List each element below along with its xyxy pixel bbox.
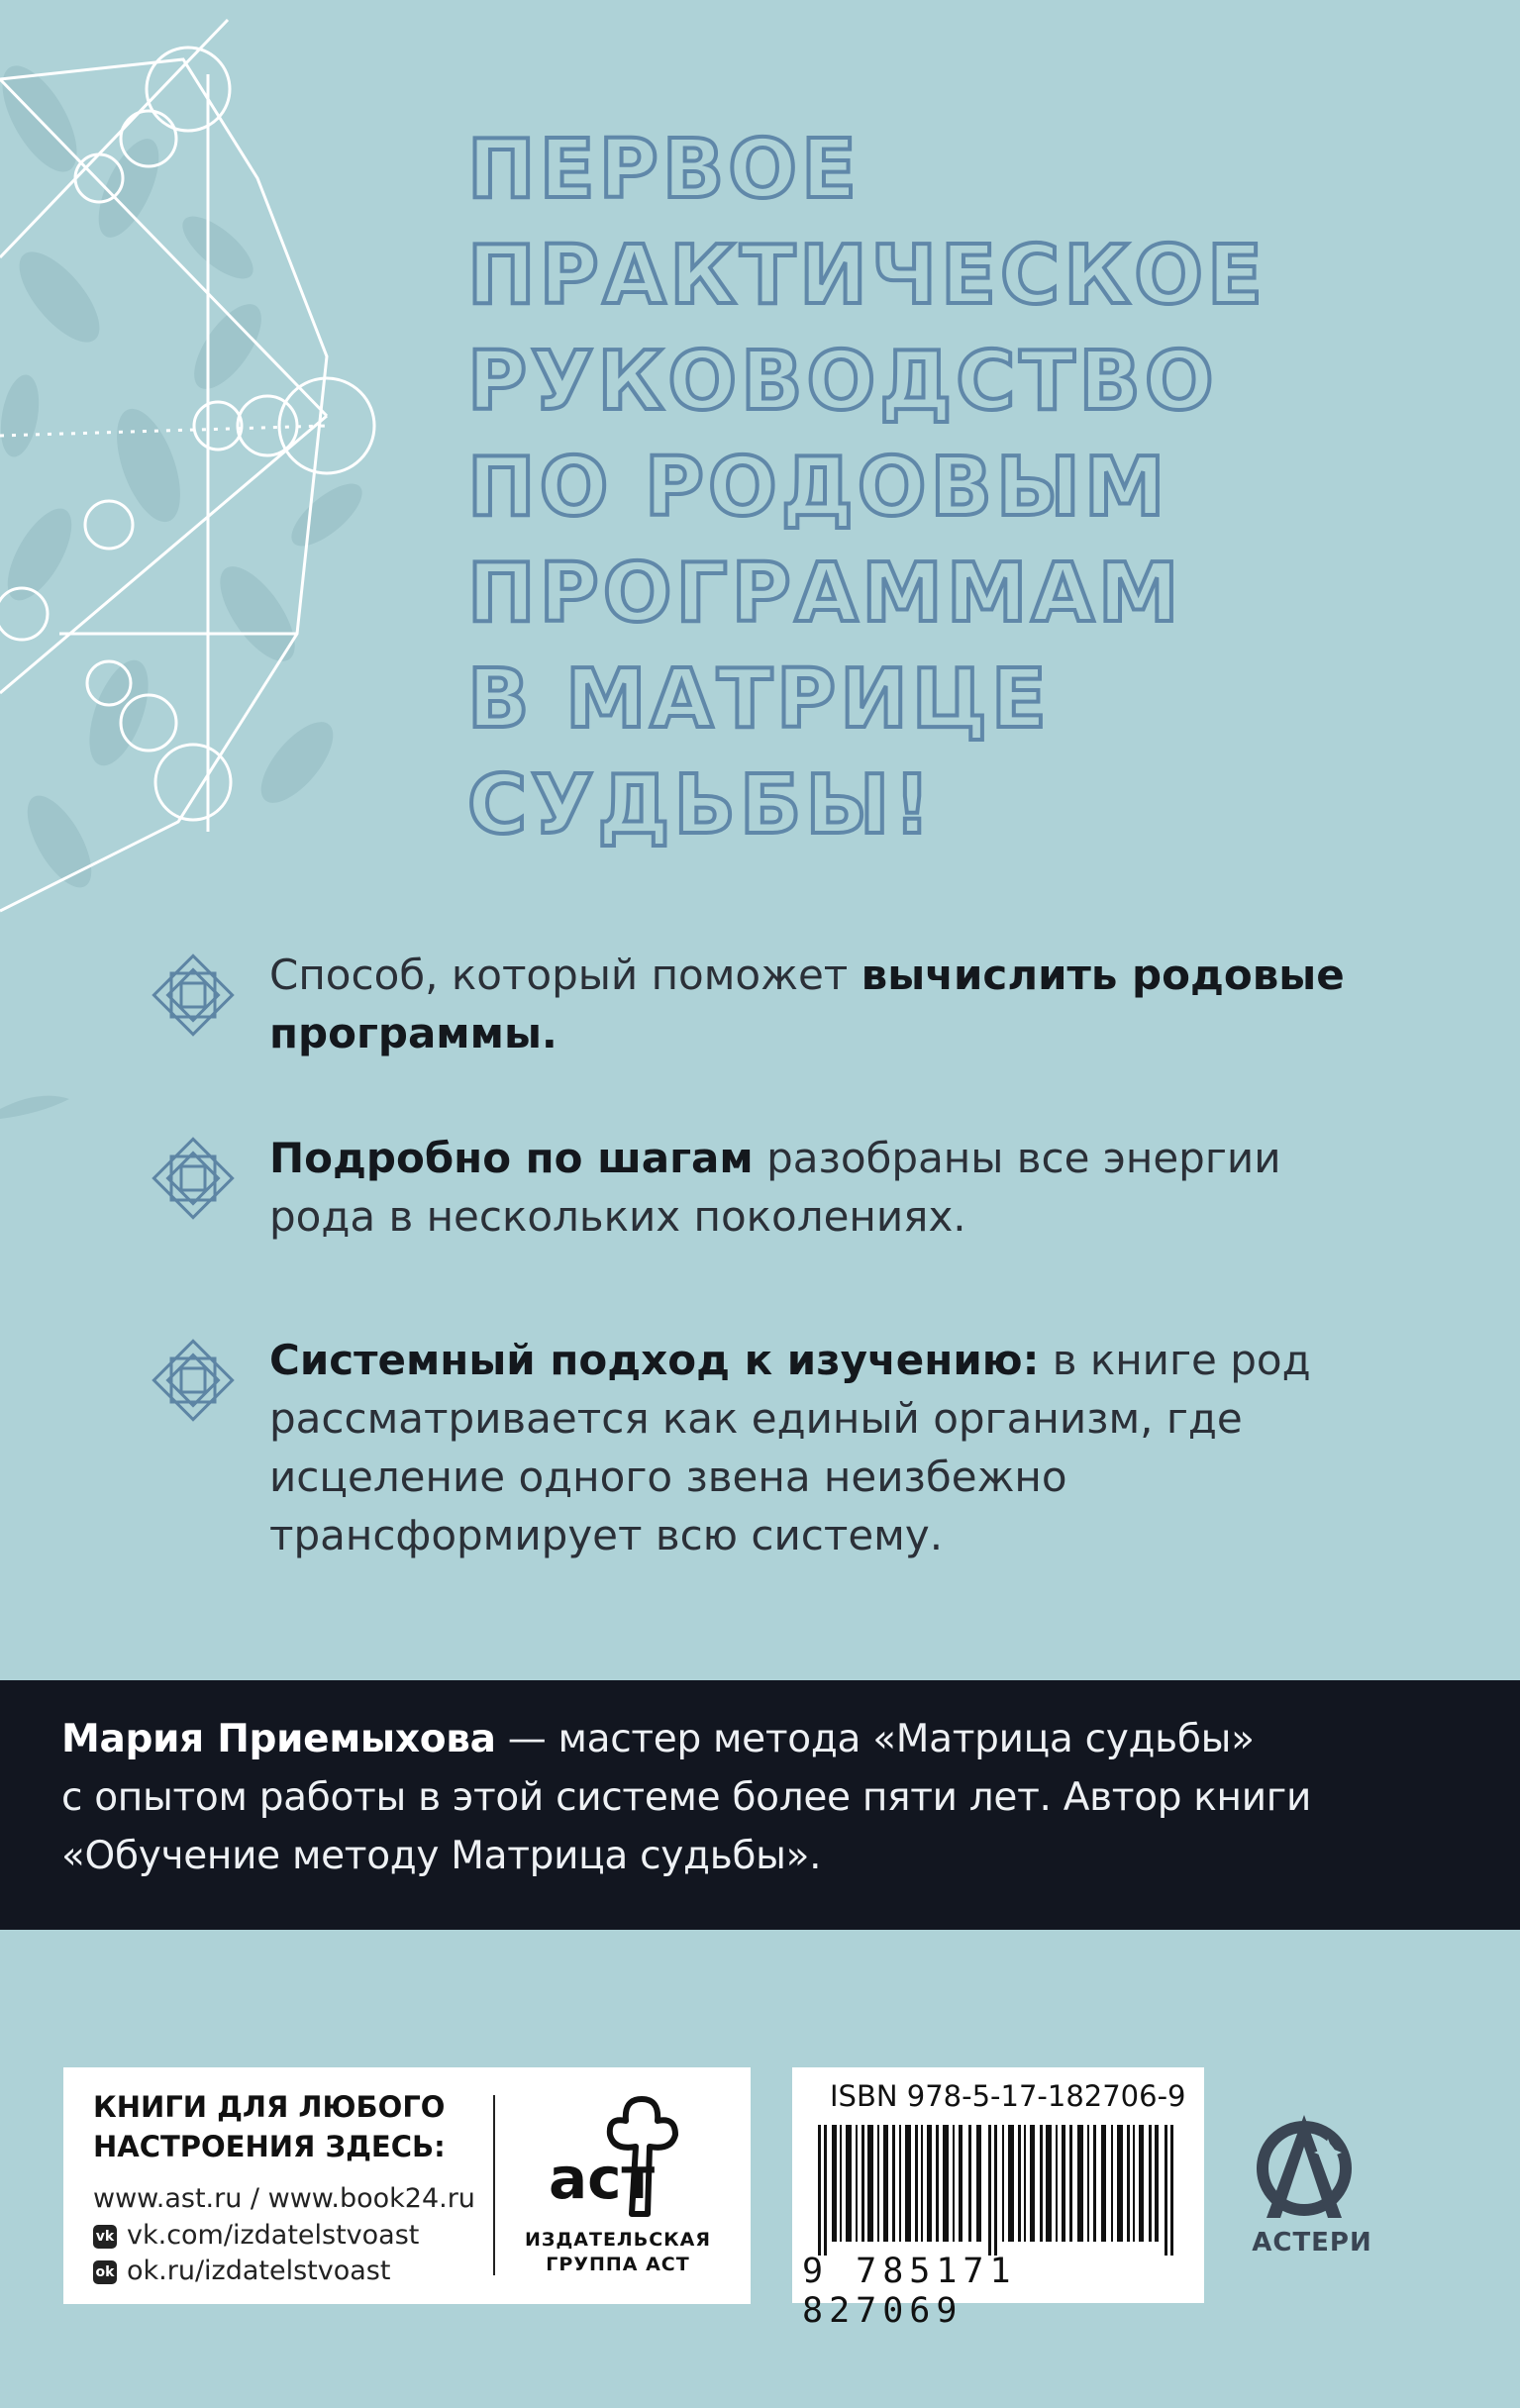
sites-link[interactable]: www.ast.ru / www.book24.ru bbox=[93, 2183, 475, 2214]
ast-logo bbox=[545, 2087, 693, 2226]
vk-icon: vk bbox=[93, 2225, 117, 2249]
vk-link[interactable]: vk.com/izdatelstvoast bbox=[127, 2220, 420, 2251]
imprint-name: АСТЕРИ bbox=[1252, 2228, 1372, 2258]
author-bio: Мария Приемыхова — мастер метода «Матрица судьбы» с опытом работы в этой системе более пяти лет. Автор книги «Обучение методу Матрица судьбы». bbox=[61, 1717, 1312, 1878]
ast-logo-text: аст bbox=[549, 2145, 656, 2212]
headline bbox=[467, 117, 1487, 858]
headline-line: ПРОГРАММАМ bbox=[467, 547, 1183, 641]
ok-icon: ok bbox=[93, 2260, 117, 2284]
headline-line: В МАТРИЦЕ bbox=[467, 652, 1051, 747]
feature-item bbox=[144, 1129, 1391, 1257]
isbn-barcode-box bbox=[792, 2067, 1204, 2331]
feature-item bbox=[144, 946, 1391, 1074]
headline-line: ПРАКТИЧЕСКОЕ bbox=[467, 229, 1267, 323]
feature-text: Подробно по шагам разобраны все энергии рода в нескольких поколениях. bbox=[269, 1134, 1281, 1241]
ok-link[interactable]: ok.ru/izdatelstvoast bbox=[127, 2256, 391, 2286]
headline-line: ПО РОДОВЫМ bbox=[467, 441, 1169, 535]
divider bbox=[493, 2095, 495, 2275]
feature-text: Способ, который поможет вычислить родовые программы. bbox=[269, 951, 1345, 1057]
promo-heading: КНИГИ ДЛЯ ЛЮБОГО НАСТРОЕНИЯ ЗДЕСЬ: bbox=[93, 2090, 446, 2163]
diamond-grid-icon bbox=[144, 1129, 243, 1228]
publisher-name: ИЗДАТЕЛЬСКАЯ ГРУППА АСТ bbox=[524, 2229, 712, 2275]
astrei-emblem-icon bbox=[1243, 2107, 1381, 2226]
isbn-label: ISBN 978-5-17-182706-9 bbox=[830, 2079, 1186, 2113]
barcode-number: 9 785171 827069 bbox=[802, 2252, 1017, 2331]
publisher-promo-box bbox=[63, 2067, 751, 2304]
feature-item bbox=[144, 1331, 1391, 1578]
headline-line: СУДЬБЫ! bbox=[467, 758, 935, 853]
imprint-logo bbox=[1243, 2107, 1381, 2275]
headline-line: РУКОВОДСТВО bbox=[467, 335, 1218, 429]
diamond-grid-icon bbox=[144, 946, 243, 1045]
headline-line: ПЕРВОЕ bbox=[467, 123, 861, 217]
feature-text: Системный подход к изучению: в книге род рассматривается как единый организм, где исцеление одного звена неизбежно трансформирует всю систему. bbox=[269, 1336, 1311, 1559]
barcode bbox=[818, 2125, 1178, 2256]
diamond-grid-icon bbox=[144, 1331, 243, 1430]
author-name: Мария Приемыхова bbox=[61, 1717, 496, 1761]
author-band bbox=[0, 1680, 1520, 1930]
